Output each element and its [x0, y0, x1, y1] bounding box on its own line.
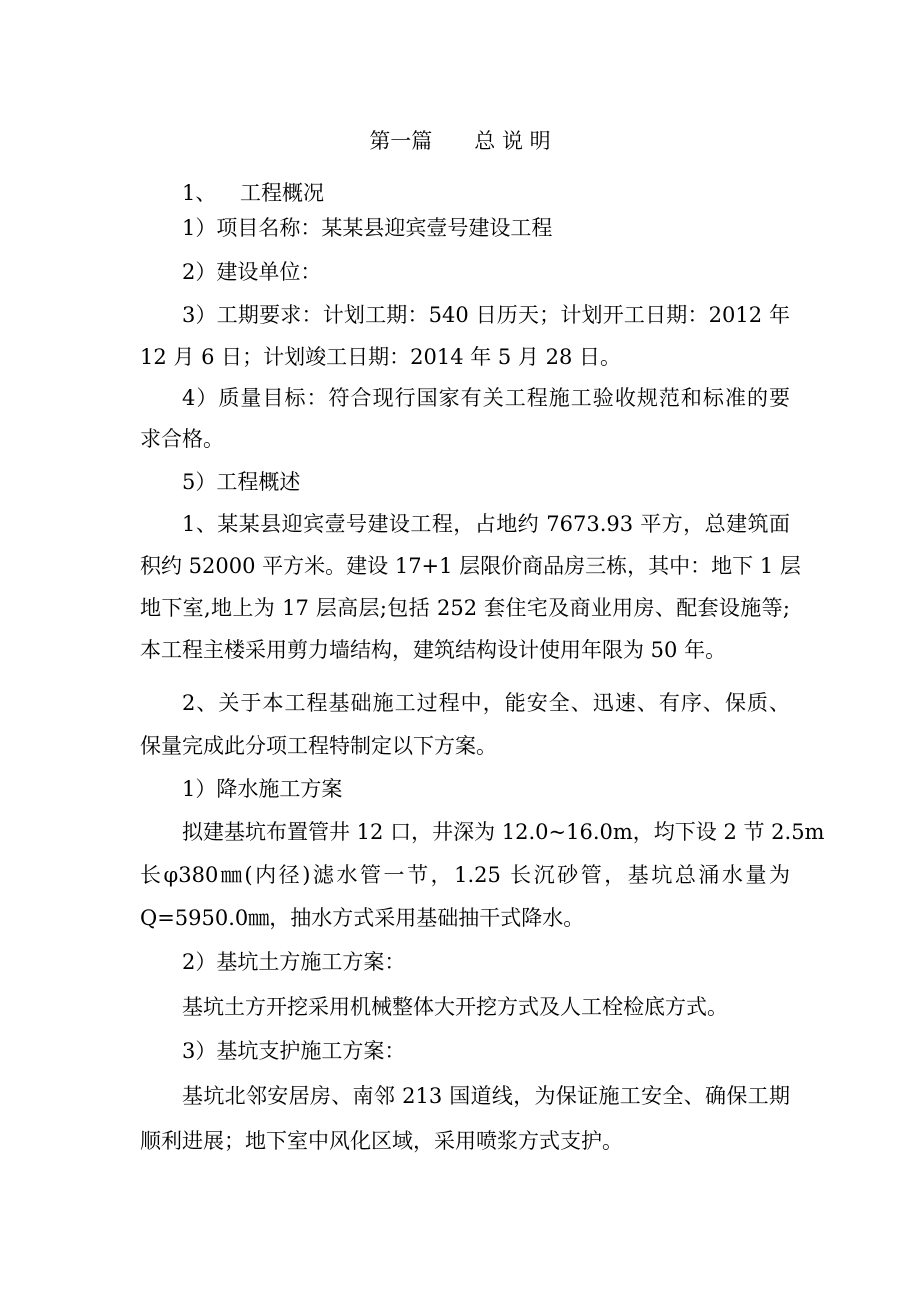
- dewatering-line-2: 长φ380㎜(内径)滤水管一节，1.25 长沉砂管，基坑总涌水量为: [140, 863, 790, 887]
- project-name-line: 1）项目名称：某某县迎宾壹号建设工程: [182, 216, 553, 240]
- schedule-line-1: 3）工期要求：计划工期：540 日历天；计划开工日期：2012 年: [182, 303, 790, 327]
- quality-line-2: 求合格。: [140, 427, 224, 451]
- page-title: 第一篇 总 说 明: [369, 129, 551, 153]
- support-line-2: 顺利进展；地下室中风化区域，采用喷浆方式支护。: [140, 1129, 623, 1153]
- earthwork-heading: 2）基坑土方施工方案：: [182, 950, 406, 974]
- section-number: 1、: [182, 181, 217, 205]
- overview-p1-line-4: 本工程主楼采用剪力墙结构，建筑结构设计使用年限为 50 年。: [140, 638, 727, 662]
- support-heading: 3）基坑支护施工方案：: [182, 1039, 406, 1063]
- overview-p2-line-1: 2、关于本工程基础施工过程中，能安全、迅速、有序、保质、: [182, 691, 790, 715]
- dewatering-line-3: Q=5950.0㎜，抽水方式采用基础抽干式降水。: [140, 906, 585, 930]
- overview-p2-line-2: 保量完成此分项工程特制定以下方案。: [140, 734, 497, 758]
- dewatering-heading: 1）降水施工方案: [182, 777, 343, 801]
- section-title: 工程概况: [240, 181, 324, 205]
- overview-p1-line-3: 地下室,地上为 17 层高层;包括 252 套住宅及商业用房、配套设施等;: [140, 596, 790, 620]
- dewatering-line-1: 拟建基坑布置管井 12 口，井深为 12.0~16.0m，均下设 2 节 2.5m: [182, 820, 825, 844]
- schedule-line-2: 12 月 6 日；计划竣工日期：2014 年 5 月 28 日。: [140, 345, 622, 369]
- section-heading: [182, 176, 790, 210]
- overview-p1-line-2: 积约 52000 平方米。建设 17+1 层限价商品房三栋，其中：地下 1 层: [140, 554, 801, 578]
- support-line-1: 基坑北邻安居房、南邻 213 国道线，为保证施工安全、确保工期: [182, 1084, 790, 1108]
- overview-p1-line-1: 1、某某县迎宾壹号建设工程，占地约 7673.93 平方，总建筑面: [182, 512, 790, 536]
- quality-line-1: 4）质量目标：符合现行国家有关工程施工验收规范和标准的要: [182, 386, 790, 410]
- builder-line: 2）建设单位：: [182, 260, 322, 284]
- overview-heading: 5）工程概述: [182, 470, 301, 494]
- earthwork-line-1: 基坑土方开挖采用机械整体大开挖方式及人工栓检底方式。: [182, 995, 728, 1019]
